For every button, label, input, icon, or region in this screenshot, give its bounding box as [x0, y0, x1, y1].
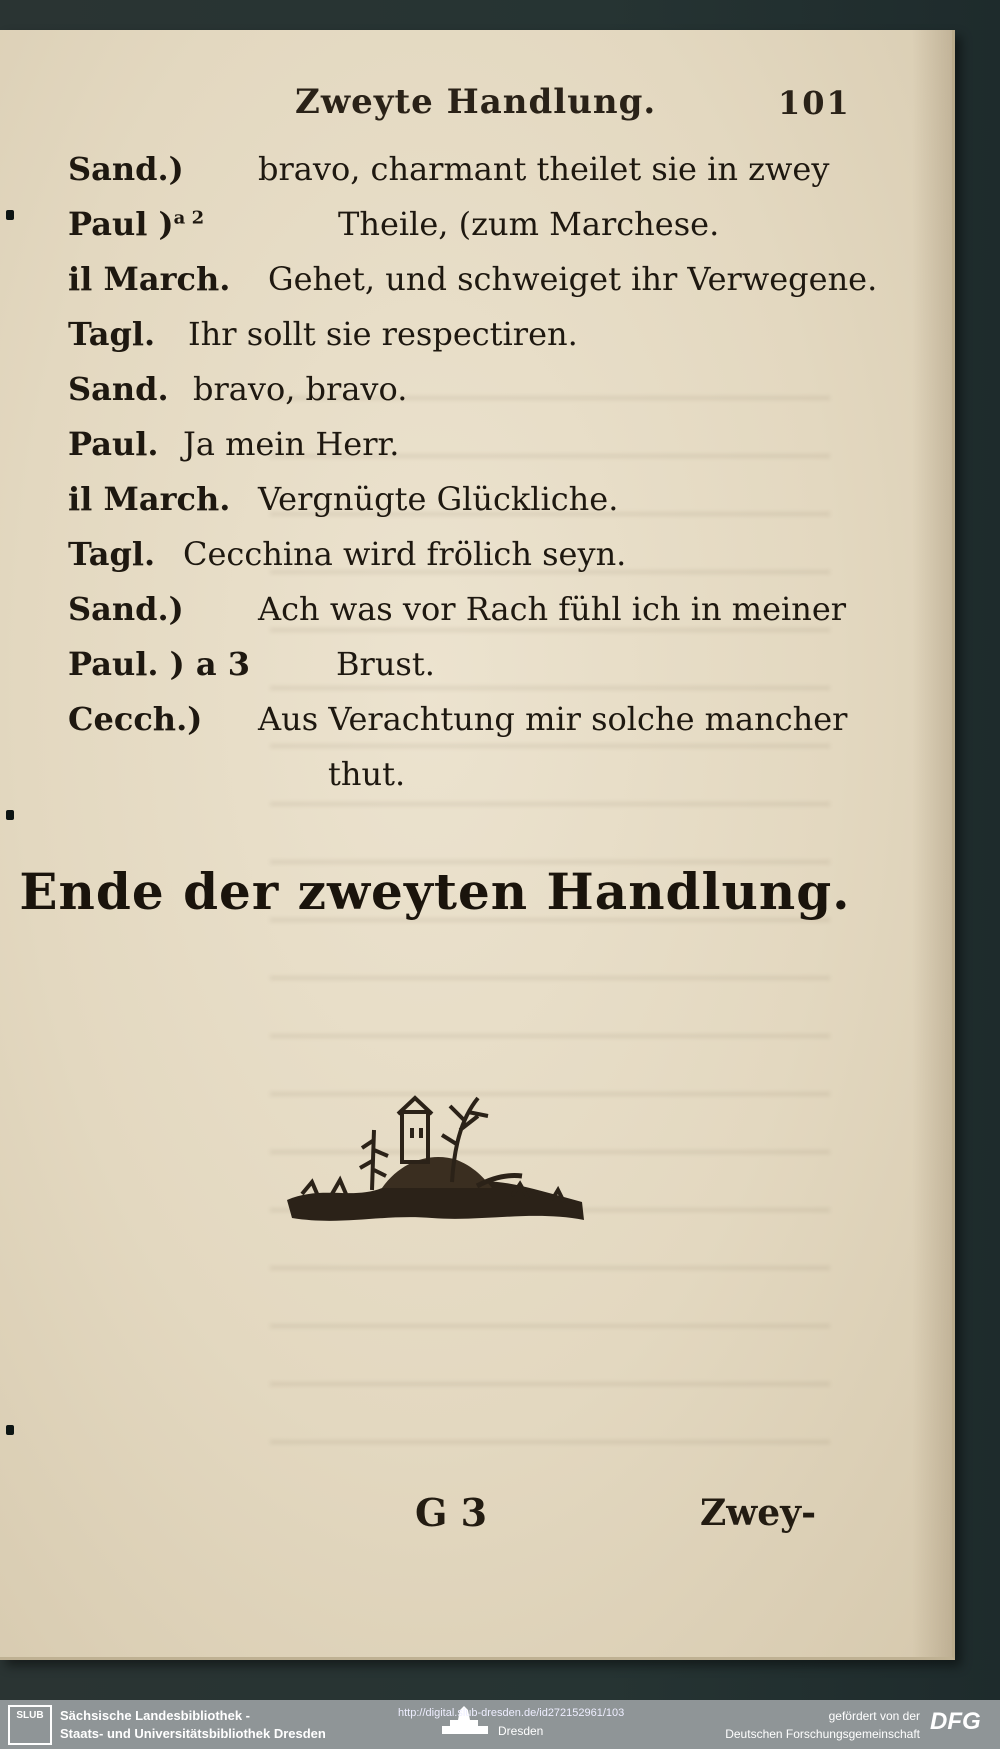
permalink[interactable]: http://digital.slub-dresden.de/id272152961/103 [398, 1707, 625, 1719]
speaker: Sand. [68, 370, 169, 408]
line-text: thut. [328, 755, 406, 793]
dialogue-line [68, 150, 858, 205]
speaker: Sand.) [68, 590, 184, 628]
margin-mark [6, 210, 14, 220]
city-label: Dresden [498, 1724, 544, 1738]
speaker: il March. [68, 480, 231, 518]
signature-mark: G 3 [415, 1490, 488, 1535]
speaker: Paul. [68, 425, 159, 463]
speaker: Tagl. [68, 315, 156, 353]
page-footer [0, 1490, 955, 1550]
speaker: il March. [68, 260, 231, 298]
speaker: Paul )$^{a 2}$ [68, 205, 205, 243]
margin-mark [6, 810, 14, 820]
speaker: Paul. ) a 3 [68, 645, 251, 683]
page-header [0, 82, 955, 132]
speaker: Tagl. [68, 535, 156, 573]
running-head: Zweyte Handlung. [295, 82, 657, 122]
ensemble-marker: a 2 [173, 207, 205, 229]
line-text: Ach was vor Rach fühl ich in meiner [258, 590, 847, 628]
line-text: Brust. [336, 645, 435, 683]
dialogue-line [68, 480, 858, 535]
dialogue-line [68, 425, 858, 480]
dfg-logo[interactable]: DFG [930, 1708, 981, 1735]
act-ending-title: Ende der zweyten Handlung. [19, 862, 851, 921]
margin-mark [6, 1425, 14, 1435]
page-number: 101 [778, 84, 851, 122]
library-footer-bar [0, 1700, 1000, 1749]
speaker: Sand.) [68, 150, 184, 188]
dialogue-line [68, 315, 858, 370]
catchword: Zwey- [700, 1492, 817, 1534]
dialogue-line [68, 700, 858, 755]
funding-note: gefördert von der Deutschen Forschungsgemeinschaft [725, 1709, 920, 1741]
dialogue-line [68, 755, 858, 810]
dialogue-line [68, 370, 858, 425]
dialogue-line [68, 205, 858, 260]
line-text: Aus Verachtung mir solche mancher [258, 700, 848, 738]
dialogue-line [68, 590, 858, 645]
line-text: Theile, (zum Marchese. [338, 205, 720, 243]
dialogue-block [68, 150, 878, 810]
woodcut-vignette-icon [282, 1090, 592, 1250]
slub-logo[interactable]: SLUB [8, 1705, 52, 1745]
dialogue-line [68, 260, 878, 315]
line-text: Ja mein Herr. [183, 425, 400, 463]
line-text: bravo, charmant theilet sie in zwey [258, 150, 830, 188]
line-text: Cecchina wird frölich seyn. [183, 535, 627, 573]
line-text: bravo, bravo. [193, 370, 408, 408]
line-text: Vergnügte Glückliche. [258, 480, 619, 518]
line-text: Ihr sollt sie respectiren. [188, 315, 578, 353]
speaker: Cecch.) [68, 700, 203, 738]
institution-name: Sächsische Landesbibliothek - Staats- und Universitätsbibliothek Dresden [60, 1708, 326, 1741]
line-text: Gehet, und schweiget ihr Verwegene. [268, 260, 878, 298]
dialogue-line [68, 535, 858, 590]
dialogue-line [68, 645, 858, 700]
